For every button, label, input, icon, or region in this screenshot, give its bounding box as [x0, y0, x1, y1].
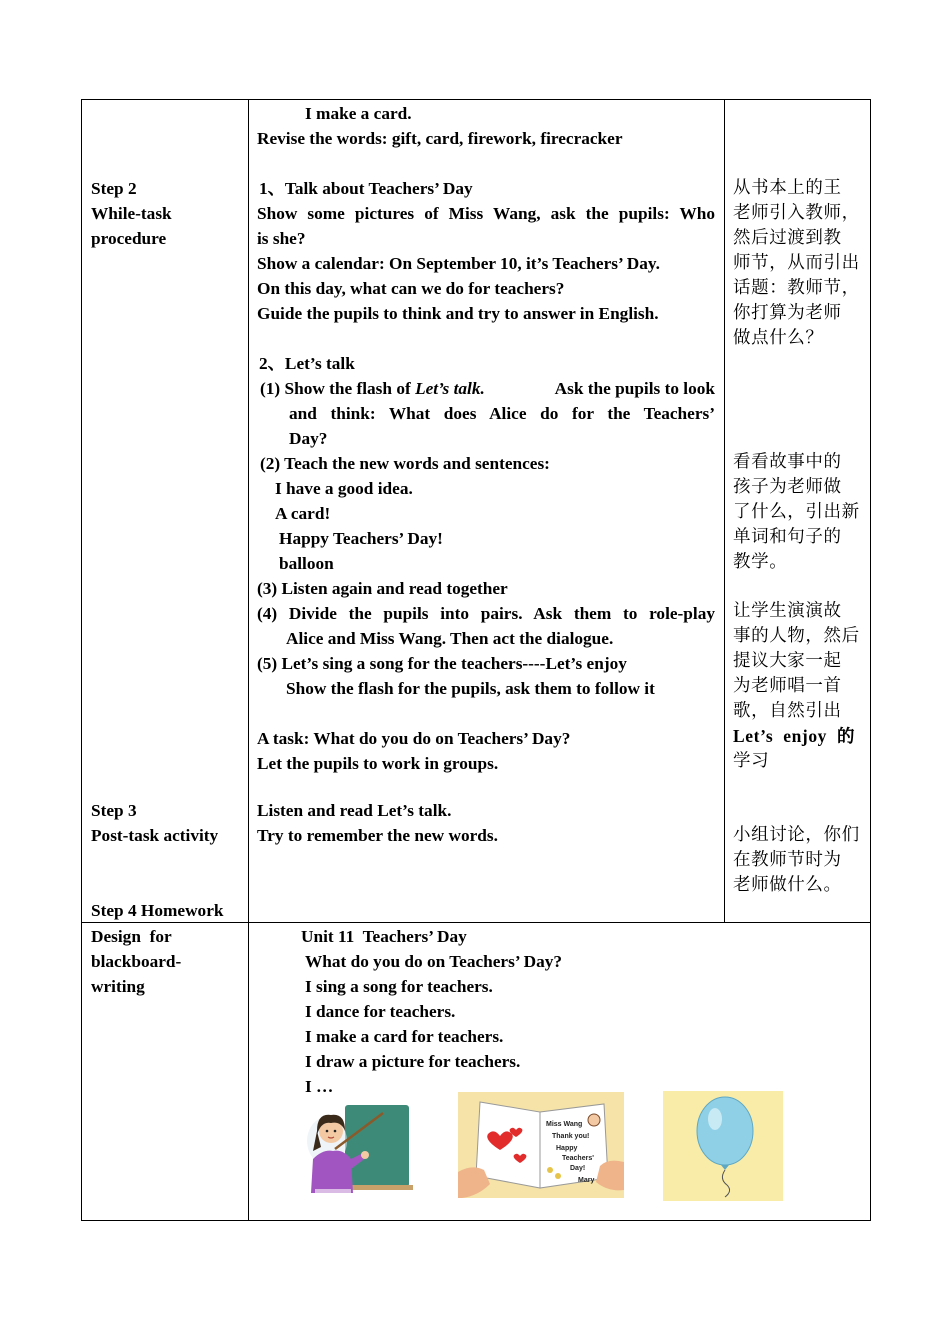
card-text: Happy [556, 1145, 578, 1152]
content-line: Revise the words: gift, card, firework, firecracker [257, 129, 623, 148]
blackboard-label: Design for [91, 927, 172, 946]
content-line: Listen and read Let’s talk. [257, 801, 452, 820]
step2-title: Step 2 [91, 179, 137, 198]
content-line: A task: What do you do on Teachers’ Day? [257, 729, 571, 748]
balloon-illustration [663, 1091, 783, 1201]
note-line: 老师引入教师， [733, 203, 860, 223]
note-line: 师节，从而引出 [733, 253, 860, 273]
note-line: 为老师唱一首 [733, 676, 842, 696]
content-line: (3) Listen again and read together [257, 579, 508, 598]
note-line: 学习 [733, 751, 770, 771]
blackboard-label: blackboard- [91, 952, 182, 971]
blackboard-content-cell [249, 923, 871, 1221]
blackboard-line: I make a card for teachers. [305, 1027, 504, 1046]
note-line: 单词和句子的 [733, 527, 842, 547]
note-line: 了什么，引出新 [733, 502, 860, 522]
note-line: 在教师节时为 [733, 850, 842, 870]
note-block [733, 823, 860, 898]
content-line: Show a calendar: On September 10, it’s Teachers’ Day. [257, 254, 660, 273]
note-line: 然后过渡到教 [733, 228, 842, 248]
content-line [260, 376, 715, 401]
step3-subtitle: Post-task activity [91, 826, 219, 845]
content-line: Happy Teachers’ Day! [279, 529, 443, 548]
section-heading: 1、Talk about Teachers’ Day [259, 179, 473, 198]
content-line: Guide the pupils to think and try to answer in English. [257, 304, 659, 323]
step3-title: Step 3 [91, 801, 137, 820]
content-line: and think: What does Alice do for the Teachers’ [289, 404, 715, 423]
card-text: Teachers' [562, 1155, 594, 1162]
blackboard-label-cell [82, 923, 249, 1221]
blackboard-line: What do you do on Teachers’ Day? [305, 952, 563, 971]
note-block [733, 450, 860, 575]
section-heading: 2、Let’s talk [259, 354, 355, 373]
procedure-content-cell [249, 100, 725, 923]
step2-subtitle: While-task [91, 204, 172, 223]
note-block [733, 176, 860, 351]
blackboard-line: I dance for teachers. [305, 1002, 456, 1021]
note-line: 你打算为老师 [733, 303, 842, 323]
blackboard-label: writing [91, 977, 145, 996]
note-line: 小组讨论，你们 [733, 825, 860, 845]
content-line: Let the pupils to work in groups. [257, 754, 499, 773]
note-line: Let’s enjoy 的 [733, 726, 856, 746]
content-line: A card! [275, 504, 331, 523]
content-line: Day? [289, 429, 328, 448]
step4-title: Step 4 Homework [91, 901, 224, 920]
card-text: Mary [578, 1177, 595, 1184]
note-line: 教学。 [733, 552, 788, 572]
blackboard-line: I draw a picture for teachers. [305, 1052, 521, 1071]
card-text: Thank you! [552, 1133, 590, 1140]
content-line: (5) Let’s sing a song for the teachers----Let’s enjoy [257, 654, 627, 673]
content-line: is she? [257, 229, 306, 248]
steps-cell [82, 100, 249, 923]
content-line: On this day, what can we do for teachers? [257, 279, 565, 298]
content-line: I have a good idea. [275, 479, 413, 498]
blackboard-line: I sing a song for teachers. [305, 977, 493, 996]
content-line: Show some pictures of Miss Wang, ask the pupils: Who [257, 204, 715, 223]
card-text: Miss Wang [546, 1121, 583, 1128]
content-line: I make a card. [305, 104, 412, 123]
note-line: 看看故事中的 [733, 452, 842, 472]
content-line: Show the flash for the pupils, ask them to follow it [286, 679, 655, 698]
blackboard-row [82, 923, 871, 1221]
procedure-row [82, 100, 871, 923]
card-text: Day! [570, 1165, 586, 1172]
content-line: (4) Divide the pupils into pairs. Ask them to role-play [257, 604, 715, 623]
note-line: 歌，自然引出 [733, 701, 842, 721]
teacher-illustration [301, 1101, 413, 1199]
content-text: Ask the pupils to look [554, 379, 715, 398]
content-text: (1) Show the flash of [260, 379, 416, 398]
note-line: 事的人物，然后 [733, 626, 860, 646]
balloon-icon [697, 1097, 753, 1165]
note-line: 话题：教师节， [733, 278, 860, 298]
blackboard-line: I … [305, 1077, 334, 1096]
lesson-plan-table [81, 99, 871, 1221]
content-line: balloon [279, 554, 334, 573]
notes-cell [725, 100, 871, 923]
note-line: 做点什么？ [733, 328, 824, 348]
unit-title: Unit 11 Teachers’ Day [301, 927, 467, 946]
note-line: 老师做什么。 [733, 875, 842, 895]
lets-talk-italic: Let’s talk. [415, 379, 485, 398]
content-line: Try to remember the new words. [257, 826, 498, 845]
content-line: (2) Teach the new words and sentences: [260, 454, 550, 473]
step2-subtitle: procedure [91, 229, 167, 248]
note-line: 提议大家一起 [733, 651, 842, 671]
note-line: 孩子为老师做 [733, 477, 842, 497]
note-line: 从书本上的王 [733, 178, 842, 198]
note-block [733, 599, 860, 774]
content-line: Alice and Miss Wang. Then act the dialogue. [286, 629, 614, 648]
note-line: 让学生演演故 [733, 601, 842, 621]
card-illustration [458, 1092, 624, 1198]
